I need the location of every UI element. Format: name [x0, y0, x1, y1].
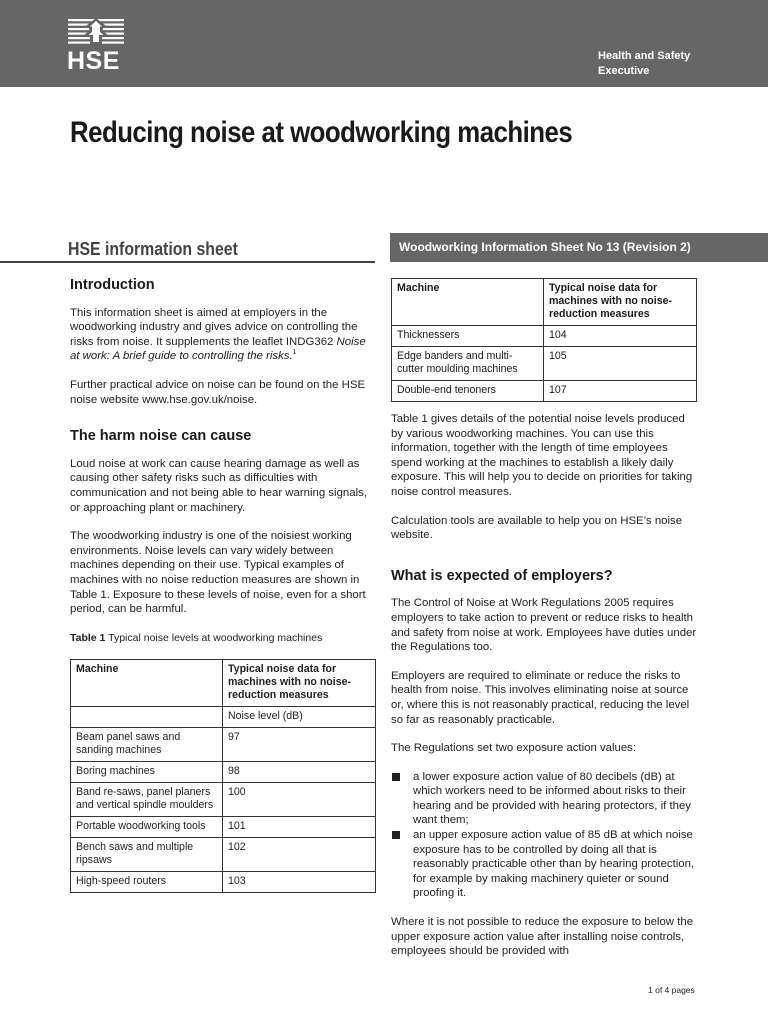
machine-cell: High-speed routers — [71, 872, 223, 893]
column-header-noise-data: Typical noise data for machines with no noise-reduction measures — [223, 660, 376, 707]
right-paragraph-6: Where it is not possible to reduce the exposure to below the upper exposure action value after installing noise controls, employees should be provided with — [391, 916, 694, 958]
left-column — [70, 278, 376, 893]
organisation-name — [598, 49, 690, 79]
table-row — [71, 783, 376, 817]
table-row — [71, 817, 376, 838]
table-row — [392, 347, 697, 381]
list-item: an upper exposure action value of 85 dB at which noise exposure has to be controlled by doing all that is reasonably practicable other than by hearing protection, for example by making machinery quieter or sound proofing it. — [391, 828, 697, 901]
machine-cell: Band re-saws, panel planers and vertical spindle moulders — [71, 783, 223, 817]
intro-paragraph-1: This information sheet is aimed at employers in the woodworking industry and gives advice on controlling the risks from noise. It supplements the leaflet INDG362 Noise at work: A brief guide to controlling the risks.$^1$ — [70, 306, 366, 363]
sheet-label: HSE information sheet — [68, 239, 238, 259]
harm-paragraph-2: The woodworking industry is one of the noisiest working environments. Noise levels can vary widely between machines depending on their use. Typical examples of machines with no noise reduction measures are shown in Table 1. Exposure to these levels of noise, even for a short period, can be harmful. — [70, 530, 366, 616]
machine-cell: Thicknessers — [392, 326, 544, 347]
harm-paragraph-1: Loud noise at work can cause hearing damage as well as causing other safety risks such as difficulties with communication and not being able to hear warning signals, or approaching plant or machinery. — [70, 457, 367, 514]
intro-heading: Introduction — [70, 277, 155, 293]
right-paragraph-1: Table 1 gives details of the potential noise levels produced by various woodworking machines. You can use this information, together with the length of time employees spend working at the machines to establish a likely daily exposure. This will help you to decide on priorities for taking noise control measures. — [391, 413, 693, 498]
table-header-row — [392, 279, 697, 326]
column-header-machine: Machine — [392, 279, 544, 326]
logo-text: HSE — [67, 47, 120, 75]
table-row — [71, 838, 376, 872]
noise-level-cell: 104 — [544, 326, 697, 347]
machine-cell: Bench saws and multiple ripsaws — [71, 838, 223, 872]
noise-level-cell: 107 — [544, 381, 697, 402]
column-header-noise-data: Typical noise data for machines with no noise-reduction measures — [544, 279, 697, 326]
harm-heading: The harm noise can cause — [70, 428, 252, 445]
table-caption: Table 1 Typical noise levels at woodworking machines — [70, 631, 323, 644]
noise-level-cell: 105 — [544, 347, 697, 381]
machine-cell: Portable woodworking tools — [71, 817, 223, 838]
noise-level-cell: 100 — [223, 783, 376, 817]
noise-level-cell: 97 — [223, 728, 376, 762]
machine-cell: Double-end tenoners — [392, 381, 544, 402]
table-row — [71, 762, 376, 783]
table-row — [71, 872, 376, 893]
noise-level-cell: 102 — [223, 838, 376, 872]
machine-cell: Boring machines — [71, 762, 223, 783]
page-title: Reducing noise at woodworking machines — [70, 116, 573, 149]
noise-table-part-2 — [391, 278, 697, 402]
noise-level-cell: 98 — [223, 762, 376, 783]
noise-level-cell: 103 — [223, 872, 376, 893]
page-number: 1 of 4 pages — [648, 985, 695, 995]
units-cell: Noise level (dB) — [223, 707, 376, 728]
expected-heading: What is expected of employers? — [391, 567, 613, 584]
org-line-1: Health and Safety — [598, 50, 691, 62]
right-paragraph-2: Calculation tools are available to help you on HSE’s noise website. — [391, 514, 683, 542]
footnote-ref: 1 — [292, 349, 297, 357]
right-paragraph-3: The Control of Noise at Work Regulations 2005 requires employers to take action to prevent or reduce risks to health and safety from noise at work. Employees have duties under the Regulations too. — [391, 597, 697, 654]
table-row — [392, 326, 697, 347]
header-bar — [0, 0, 768, 87]
action-values-list — [391, 770, 697, 901]
series-banner: Woodworking Information Sheet No 13 (Revision 2) — [390, 233, 768, 262]
column-header-machine: Machine — [71, 660, 223, 707]
noise-level-cell: 101 — [223, 817, 376, 838]
table-row — [71, 728, 376, 762]
intro-paragraph-2: Further practical advice on noise can be found on the HSE noise website www.hse.gov.uk/noise. — [70, 378, 366, 406]
right-paragraph-4: Employers are required to eliminate or reduce the risks to health from noise. This involves eliminating noise at source or, where this is not reasonably practical, reducing the level so far as reasonably practicable. — [391, 669, 690, 726]
table-row — [392, 381, 697, 402]
noise-table-part-1 — [70, 659, 376, 893]
org-line-2: Executive — [598, 65, 650, 77]
sheet-divider — [0, 261, 375, 263]
machine-cell: Beam panel saws and sanding machines — [71, 728, 223, 762]
table-units-row — [71, 707, 376, 728]
right-column — [391, 412, 697, 973]
leaflet-title: Noise at work: A brief guide to controlling the risks. — [70, 335, 366, 363]
right-paragraph-5: The Regulations set two exposure action values: — [391, 742, 637, 755]
table-header-row — [71, 660, 376, 707]
machine-cell: Edge banders and multi-cutter moulding machines — [392, 347, 544, 381]
list-item: a lower exposure action value of 80 decibels (dB) at which workers need to be informed about risks to their hearing and be provided with hearing protectors, if they want them; — [391, 770, 697, 828]
